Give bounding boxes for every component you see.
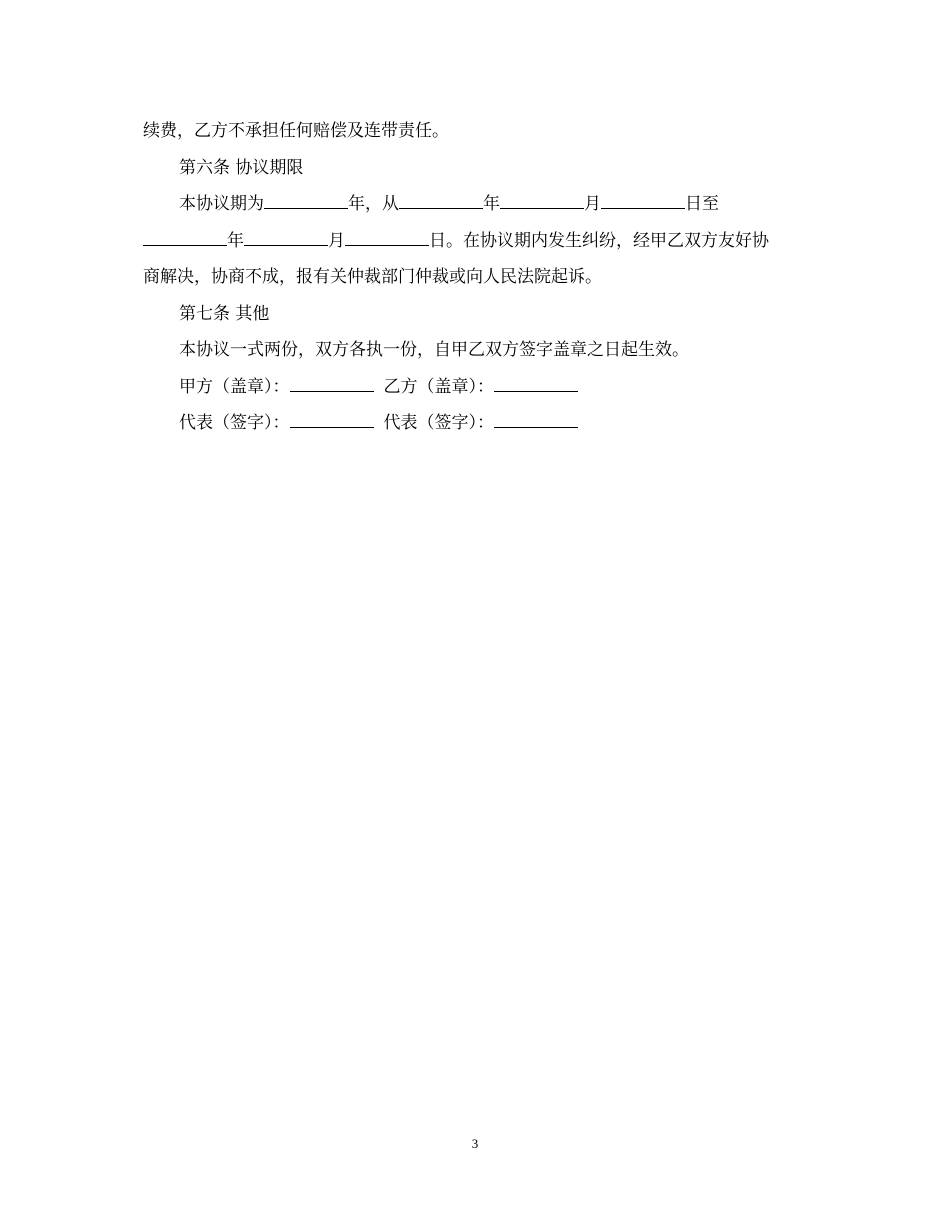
article-7-text: 本协议一式两份，双方各执一份，自甲乙双方签字盖章之日起生效。 xyxy=(179,340,689,360)
article-6-title: 第六条 协议期限 xyxy=(179,157,304,178)
article-6-term-line xyxy=(143,186,813,223)
rep-a-sign-blank xyxy=(290,426,374,428)
term-years-blank xyxy=(264,207,348,209)
seal-signature-line xyxy=(143,369,813,406)
page-number: 3 xyxy=(471,1136,479,1151)
party-a-seal-blank xyxy=(290,390,374,392)
article-7-heading xyxy=(143,296,813,333)
article-7-title: 第七条 其他 xyxy=(179,303,270,324)
term-label: 本协议期为 xyxy=(179,194,264,214)
start-day-label: 日至 xyxy=(685,194,719,214)
party-b-seal-blank xyxy=(494,390,578,392)
rep-a-sign-label: 代表（签字）： xyxy=(179,413,290,433)
rep-b-sign-label: 代表（签字）： xyxy=(383,413,494,433)
rep-b-sign-blank xyxy=(494,426,578,428)
end-month-label: 月 xyxy=(328,230,345,251)
document-body xyxy=(143,113,813,442)
party-a-seal-label: 甲方（盖章）： xyxy=(179,376,290,397)
end-year-blank xyxy=(143,244,227,246)
paragraph-continuation-text: 续费，乙方不承担任何赔偿及连带责任。 xyxy=(143,121,449,141)
article-7-body xyxy=(143,332,813,369)
start-month-blank xyxy=(500,207,584,209)
party-b-seal-label: 乙方（盖章）： xyxy=(383,376,494,397)
start-month-label: 月 xyxy=(584,194,601,214)
article-6-end-date-line xyxy=(143,223,813,260)
article-6-heading xyxy=(143,150,813,187)
start-day-blank xyxy=(601,207,685,209)
article-6-dispute-line xyxy=(143,259,813,296)
dispute-text-start: 日。在协议期内发生纠纷，经甲乙双方友好协 xyxy=(429,230,769,251)
end-month-blank xyxy=(244,244,328,246)
start-year-label: 年 xyxy=(483,194,500,214)
paragraph-continuation xyxy=(143,113,813,150)
start-year-blank xyxy=(399,207,483,209)
end-year-label: 年 xyxy=(227,230,244,251)
term-years-suffix: 年，从 xyxy=(348,194,399,214)
representative-signature-line xyxy=(143,405,813,442)
dispute-text-end: 商解决，协商不成，报有关仲裁部门仲裁或向人民法院起诉。 xyxy=(143,267,602,287)
end-day-blank xyxy=(345,244,429,246)
